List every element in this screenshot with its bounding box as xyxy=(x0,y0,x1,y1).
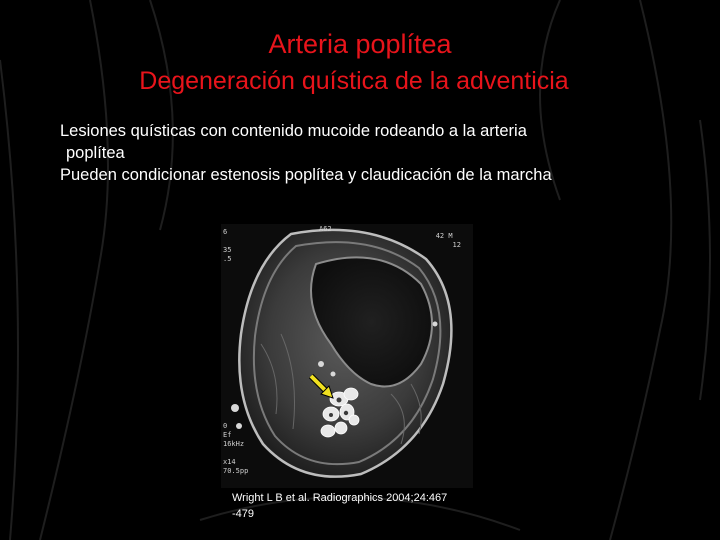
mri-overlay-top-center: A62 xyxy=(319,225,332,233)
mri-image xyxy=(221,224,473,488)
mri-overlay-bottom-left: 0 Ef 16kHz x14 70.5pp xyxy=(223,422,249,475)
body-text xyxy=(60,120,700,186)
slide-subtitle: Degeneración quística de la adventicia xyxy=(139,67,569,95)
mri-overlay-top-right: 42 M 12 xyxy=(435,232,461,249)
mri-overlay-top-left: 6 35 .5 xyxy=(223,228,232,263)
bullet-2 xyxy=(60,164,700,186)
citation-line-1: Wright L B et al. Radiographics 2004;24:467 xyxy=(232,492,448,504)
slide-title: Arteria poplítea xyxy=(268,29,452,59)
bullet-1-line-1: Lesiones quísticas con contenido mucoide rodeando a la arteria xyxy=(60,122,527,140)
image-citation xyxy=(232,490,502,522)
bullet-1-line-2: poplítea xyxy=(66,144,125,162)
bullet-2-line-1: Pueden condicionar estenosis poplítea y claudicación de la marcha xyxy=(60,166,552,184)
bullet-1 xyxy=(60,120,700,164)
mri-scan-graphic xyxy=(221,224,473,488)
citation-line-2: -479 xyxy=(232,508,255,520)
